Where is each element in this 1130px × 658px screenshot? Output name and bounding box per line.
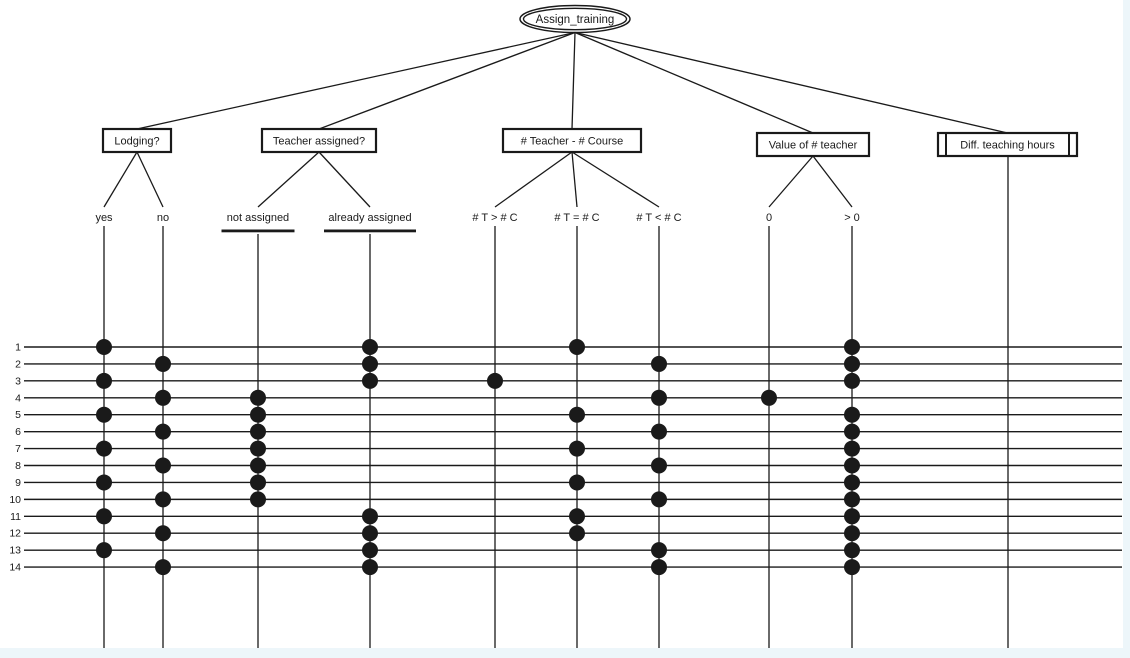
matrix-dot-row10-gt_zero	[844, 491, 860, 507]
matrix-dot-row6-gt_zero	[844, 424, 860, 440]
value-label-yes: yes	[95, 212, 113, 224]
matrix-dot-row14-no	[155, 559, 171, 575]
value-underline-not_assigned	[222, 230, 295, 233]
root-node-label: Assign_training	[535, 14, 615, 26]
edge-value_teacher-to-zero	[769, 156, 813, 207]
matrix-dot-row8-t_lt_c	[651, 458, 667, 474]
feature-label-teacher_assigned: Teacher assigned?	[272, 135, 366, 148]
matrix-dot-row7-t_eq_c	[569, 441, 585, 457]
row-label-11: 11	[10, 510, 21, 523]
matrix-dot-row5-yes	[96, 407, 112, 423]
value-label-t_eq_c: # T = # C	[554, 212, 600, 224]
edge-root-to-teacher_course	[572, 33, 575, 130]
matrix-dot-row8-not_assigned	[250, 458, 266, 474]
matrix-dot-row5-not_assigned	[250, 407, 266, 423]
edge-teacher_course-to-t_lt_c	[572, 152, 659, 207]
matrix-dot-row12-no	[155, 525, 171, 541]
matrix-dot-row7-yes	[96, 441, 112, 457]
value-label-no: no	[156, 212, 170, 224]
feature-label-teacher_course: # Teacher - # Course	[520, 135, 624, 148]
matrix-dot-row7-gt_zero	[844, 441, 860, 457]
row-label-9: 9	[15, 476, 21, 489]
row-label-4: 4	[15, 392, 21, 405]
matrix-dot-row5-gt_zero	[844, 407, 860, 423]
value-label-gt_zero: > 0	[844, 212, 860, 224]
edge-value_teacher-to-gt_zero	[813, 156, 852, 207]
matrix-dot-row14-t_lt_c	[651, 559, 667, 575]
matrix-dot-row1-gt_zero	[844, 339, 860, 355]
row-label-5: 5	[15, 409, 21, 422]
edge-root-to-value_teacher	[575, 33, 813, 134]
matrix-dot-row14-already_assigned	[362, 559, 378, 575]
value-underline-already_assigned	[324, 230, 416, 233]
row-label-2: 2	[15, 358, 21, 371]
matrix-dot-row12-gt_zero	[844, 525, 860, 541]
matrix-dot-row10-t_lt_c	[651, 491, 667, 507]
value-label-t_lt_c: # T < # C	[636, 212, 682, 224]
matrix-dot-row5-t_eq_c	[569, 407, 585, 423]
edge-teacher_assigned-to-already_assigned	[319, 152, 370, 207]
matrix-dot-row13-t_lt_c	[651, 542, 667, 558]
matrix-dot-row13-already_assigned	[362, 542, 378, 558]
row-label-12: 12	[9, 527, 21, 540]
matrix-dot-row7-not_assigned	[250, 441, 266, 457]
matrix-dot-row9-gt_zero	[844, 474, 860, 490]
matrix-dot-row2-gt_zero	[844, 356, 860, 372]
matrix-dot-row6-not_assigned	[250, 424, 266, 440]
row-label-6: 6	[15, 426, 21, 439]
matrix-dot-row8-no	[155, 458, 171, 474]
matrix-dot-row3-yes	[96, 373, 112, 389]
edge-teacher_course-to-t_gt_c	[495, 152, 572, 207]
matrix-dot-row2-t_lt_c	[651, 356, 667, 372]
feature-label-value_teacher: Value of # teacher	[768, 139, 858, 152]
matrix-dot-row9-yes	[96, 474, 112, 490]
matrix-dot-row9-t_eq_c	[569, 474, 585, 490]
matrix-dot-row1-t_eq_c	[569, 339, 585, 355]
row-label-13: 13	[9, 544, 21, 557]
matrix-dot-row1-already_assigned	[362, 339, 378, 355]
feature-label-diff_hours: Diff. teaching hours	[960, 139, 1055, 152]
edge-root-to-diff_hours	[575, 33, 1008, 134]
matrix-dot-row2-no	[155, 356, 171, 372]
page-edge-bottom	[0, 648, 1130, 658]
matrix-dot-row6-no	[155, 424, 171, 440]
matrix-dot-row11-gt_zero	[844, 508, 860, 524]
matrix-dot-row1-yes	[96, 339, 112, 355]
value-label-not_assigned: not assigned	[226, 212, 290, 224]
edge-lodging-to-yes	[104, 152, 137, 207]
row-label-10: 10	[9, 493, 21, 506]
value-label-already_assigned: already assigned	[328, 212, 412, 224]
matrix-dot-row4-t_lt_c	[651, 390, 667, 406]
feature-label-lodging: Lodging?	[114, 135, 160, 148]
row-label-8: 8	[15, 460, 21, 473]
row-label-1: 1	[15, 341, 21, 354]
matrix-dot-row6-t_lt_c	[651, 424, 667, 440]
row-label-7: 7	[15, 443, 21, 456]
matrix-dot-row14-gt_zero	[844, 559, 860, 575]
edge-teacher_assigned-to-not_assigned	[258, 152, 319, 207]
matrix-dot-row13-gt_zero	[844, 542, 860, 558]
value-label-t_gt_c: # T > # C	[472, 212, 518, 224]
matrix-dot-row8-gt_zero	[844, 458, 860, 474]
matrix-dot-row4-no	[155, 390, 171, 406]
matrix-dot-row9-not_assigned	[250, 474, 266, 490]
matrix-dot-row4-not_assigned	[250, 390, 266, 406]
matrix-dot-row10-not_assigned	[250, 491, 266, 507]
matrix-dot-row4-zero	[761, 390, 777, 406]
matrix-dot-row12-already_assigned	[362, 525, 378, 541]
matrix-dot-row11-yes	[96, 508, 112, 524]
row-label-14: 14	[9, 561, 21, 574]
matrix-dot-row10-no	[155, 491, 171, 507]
matrix-dot-row12-t_eq_c	[569, 525, 585, 541]
edge-lodging-to-no	[137, 152, 163, 207]
value-label-zero: 0	[765, 212, 773, 224]
matrix-dot-row13-yes	[96, 542, 112, 558]
row-label-3: 3	[15, 375, 21, 388]
matrix-dot-row3-already_assigned	[362, 373, 378, 389]
page-edge-right	[1123, 0, 1130, 658]
matrix-dot-row3-gt_zero	[844, 373, 860, 389]
edge-teacher_course-to-t_eq_c	[572, 152, 577, 207]
matrix-dot-row3-t_gt_c	[487, 373, 503, 389]
matrix-dot-row11-already_assigned	[362, 508, 378, 524]
matrix-dot-row11-t_eq_c	[569, 508, 585, 524]
matrix-dot-row2-already_assigned	[362, 356, 378, 372]
